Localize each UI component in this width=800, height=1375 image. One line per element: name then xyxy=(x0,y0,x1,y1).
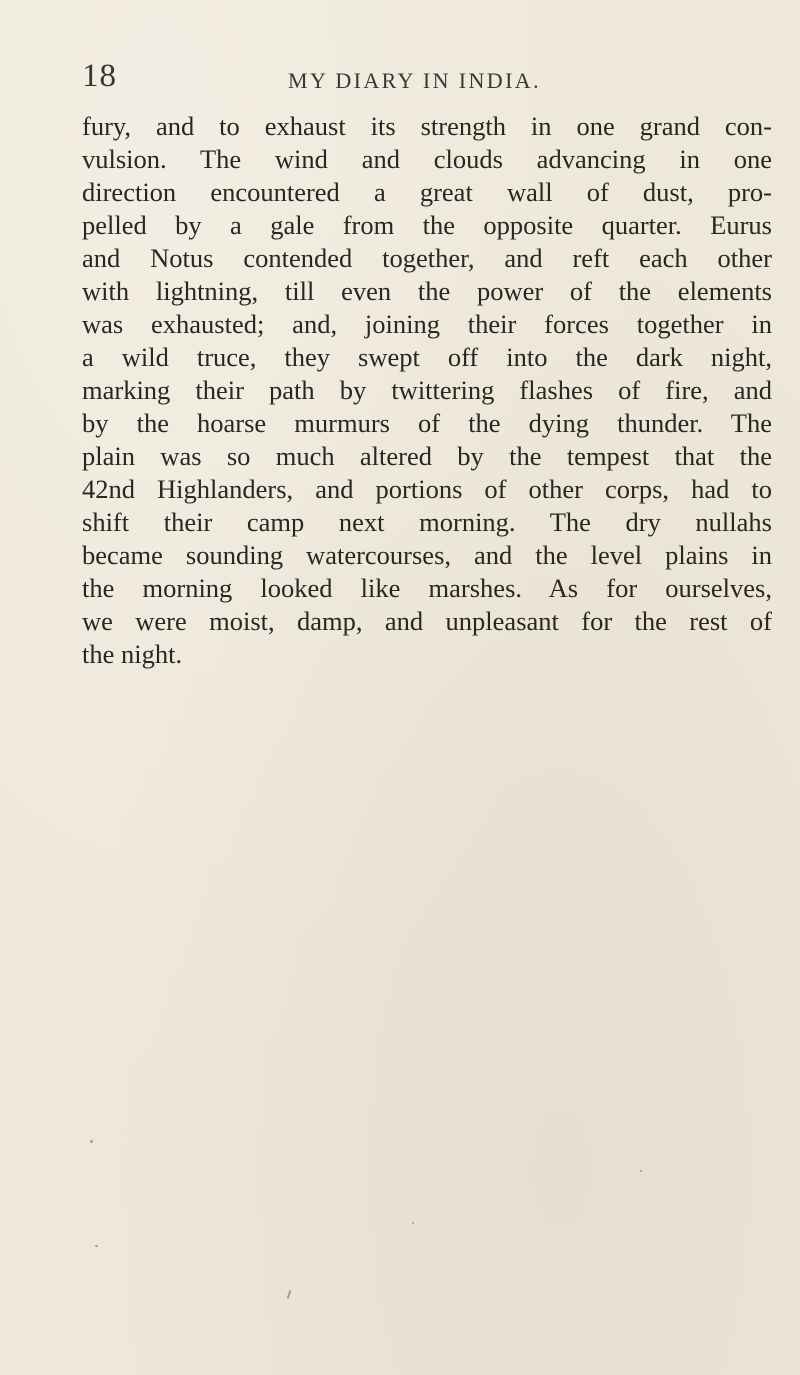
text-line: fury, and to exhaust its strength in one grand con- xyxy=(82,111,772,141)
text-line: with lightning, till even the power of the elements xyxy=(82,276,772,306)
paper-speck xyxy=(412,1222,414,1224)
text-line: marking their path by twittering flashes of fire, and xyxy=(82,375,772,405)
text-line: 42nd Highlanders, and portions of other corps, had to xyxy=(82,474,772,504)
text-line: a wild truce, they swept off into the dark night, xyxy=(82,342,772,372)
text-line: direction encountered a great wall of dust, pro- xyxy=(82,177,772,207)
page-header xyxy=(0,58,800,98)
text-line: was exhausted; and, joining their forces together in xyxy=(82,309,772,339)
paper-speck xyxy=(287,1290,292,1299)
page-number: 18 xyxy=(82,58,117,94)
text-line: the night. xyxy=(82,639,183,669)
text-line: and Notus contended together, and reft each other xyxy=(82,243,772,273)
paper-speck xyxy=(640,1170,642,1172)
text-line: plain was so much altered by the tempest that the xyxy=(82,441,772,471)
text-line: became sounding watercourses, and the level plains in xyxy=(82,540,772,570)
text-line: we were moist, damp, and unpleasant for the rest of xyxy=(82,606,772,636)
text-line: vulsion. The wind and clouds advancing in one xyxy=(82,144,772,174)
text-line: shift their camp next morning. The dry nullahs xyxy=(82,507,772,537)
paper-speck xyxy=(95,1245,98,1247)
paper-speck xyxy=(90,1140,93,1143)
text-line: the morning looked like marshes. As for ourselves, xyxy=(82,573,772,603)
running-head: MY DIARY IN INDIA. xyxy=(288,68,541,93)
text-line: by the hoarse murmurs of the dying thunder. The xyxy=(82,408,772,438)
text-line: pelled by a gale from the opposite quarter. Eurus xyxy=(82,210,772,240)
body-text xyxy=(82,110,772,671)
